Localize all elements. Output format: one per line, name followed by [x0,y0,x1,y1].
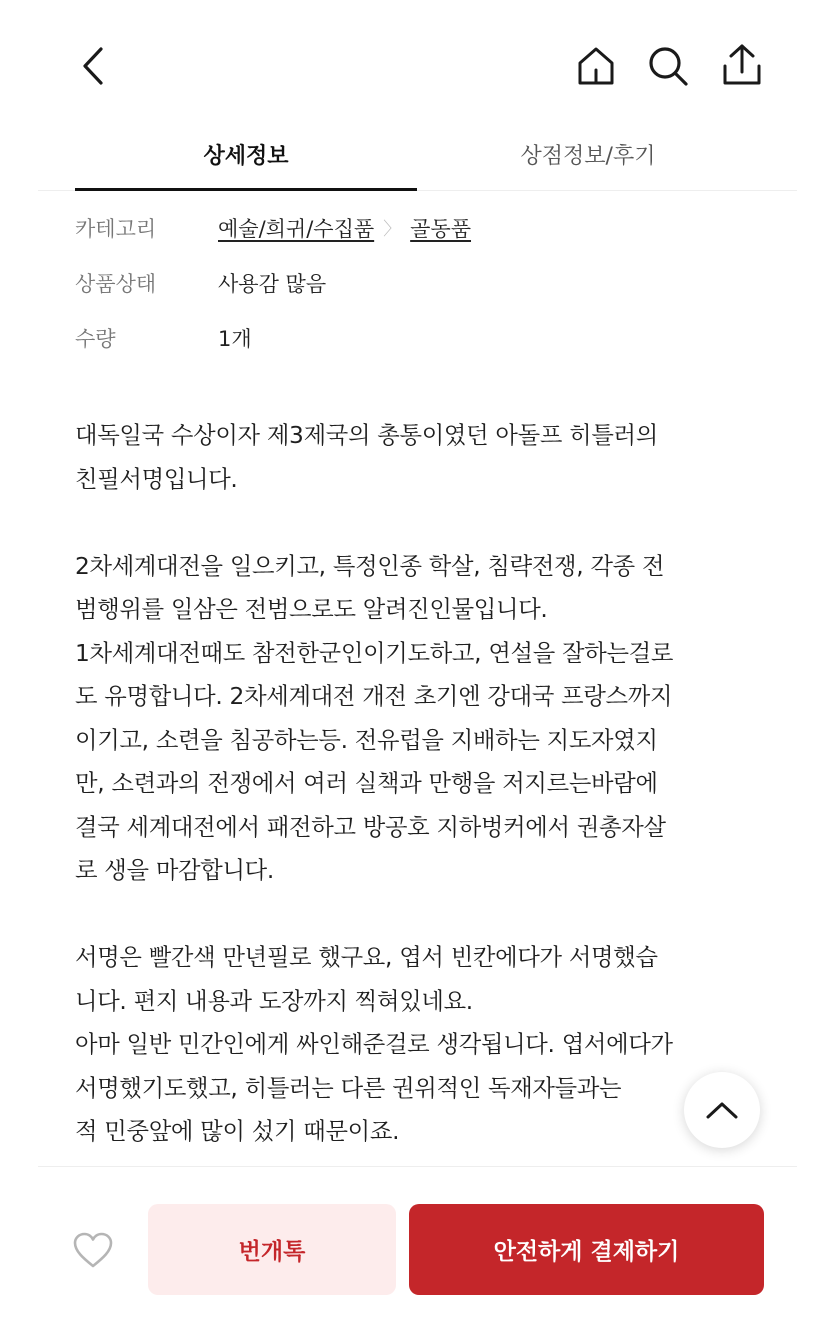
category-row [75,200,765,255]
chevron-left-icon [76,46,112,86]
quantity-value: 1개 [218,326,252,351]
product-description: 대독일국 수상이자 제3제국의 총통이였던 아돌프 히틀러의 친필서명입니다. 2차세계대전을 일으키고, 특정인종 학살, 침략전쟁, 각종 전 범행위를 일삼은 전범으로도 알려진인물입니다. 1차세계대전때도 참전한군인이기도하고, 연설을 잘하는걸로 도 유명합니다. 2차세계대전 개전 초기엔 강대국 프랑스까지 이기고, 소련을 침공하는등. 전유럽을 지배하는 지도자였지 만, 소련과의 전쟁에서 여러 실책과 만행을 저지르는바람에 결국 세계대전에서 패전하고 방공호 지하벙커에서 권총자살 로 생을 마감합니다. 서명은 빨간색 만년필로 했구요, 엽서 빈칸에다가 서명했습 니다. 편지 내용과 도장까지 찍혀있네요. 아마 일반 민간인에게 싸인해준걸로 생각됩니다. 엽서에다가 서명했기도했고, 히틀러는 다른 권위적인 독재자들과는 적 민중앞에 많이 섰기 때문이죠. [75,422,674,1145]
bottom-action-bar [38,1166,797,1332]
condition-row [75,255,765,310]
home-button[interactable] [574,44,618,88]
search-button[interactable] [646,44,690,88]
home-icon [574,44,618,88]
product-info-table [75,200,765,365]
category-link-art-collectibles[interactable]: 예술/희귀/수집품 [218,216,375,241]
scroll-to-top-button[interactable] [684,1072,760,1148]
tab-bar [38,120,797,191]
heart-icon [72,1231,114,1269]
condition-value: 사용감 많음 [218,271,327,296]
category-label: 카테고리 [75,216,157,241]
quantity-row [75,310,765,365]
back-button[interactable] [76,46,112,86]
chevron-up-icon [705,1100,739,1120]
category-breadcrumb [218,213,471,243]
chevron-right-icon: 〉 [383,218,402,240]
safe-payment-button[interactable]: 안전하게 결제하기 [409,1204,764,1295]
chat-button[interactable]: 번개톡 [148,1204,396,1295]
like-button[interactable] [72,1231,114,1269]
search-icon [646,44,690,88]
top-navigation-bar [0,0,835,120]
share-icon [720,42,764,88]
category-link-antiques[interactable]: 골동품 [410,216,472,241]
tab-detail-info[interactable]: 상세정보 [75,120,417,191]
condition-label: 상품상태 [75,271,157,296]
share-button[interactable] [720,42,764,88]
quantity-label: 수량 [75,326,116,351]
tab-store-info-reviews[interactable]: 상점정보/후기 [520,143,656,169]
